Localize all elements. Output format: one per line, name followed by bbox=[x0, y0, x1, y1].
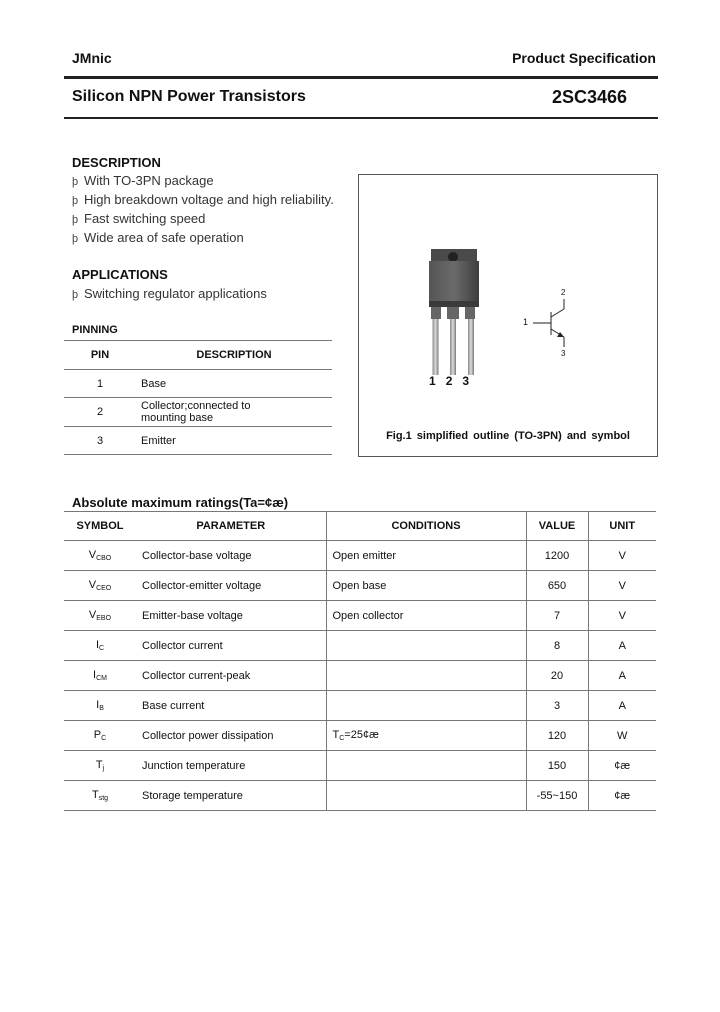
pin-description-column-header: DESCRIPTION bbox=[136, 341, 332, 370]
table-row: 1 Base bbox=[64, 370, 332, 398]
applications-heading: APPLICATIONS bbox=[72, 267, 168, 282]
description-heading: DESCRIPTION bbox=[72, 155, 161, 170]
symbol-column-header: SYMBOL bbox=[64, 512, 136, 541]
pinning-table bbox=[64, 340, 332, 455]
symbol-label-emitter: 3 bbox=[561, 349, 566, 358]
bullet-icon: þ bbox=[72, 214, 79, 226]
description-item: þ With TO-3PN package bbox=[72, 173, 214, 188]
figure-caption: Fig.1 simplified outline (TO-3PN) and symbol bbox=[386, 430, 630, 442]
part-number: 2SC3466 bbox=[552, 87, 628, 107]
pinning-heading: PINNING bbox=[72, 324, 118, 336]
to3pn-package-drawing bbox=[359, 175, 657, 415]
title-rule bbox=[64, 117, 658, 119]
table-row: 2 Collector;connected to mounting base bbox=[64, 398, 332, 427]
description-list bbox=[72, 173, 334, 249]
applications-item: þ Switching regulator applications bbox=[72, 286, 267, 301]
unit-column-header: UNIT bbox=[588, 512, 656, 541]
table-row: $I_B$ Base current 3 A bbox=[64, 691, 656, 721]
table-row: $I_{CM}$ Collector current-peak 20 A bbox=[64, 661, 656, 691]
package-figure bbox=[358, 174, 658, 457]
brand-name: JMnic bbox=[72, 50, 112, 66]
ratings-heading: Absolute maximum ratings(Ta=¢æ) bbox=[72, 495, 289, 510]
description-item: þ High breakdown voltage and high reliability. bbox=[72, 192, 334, 207]
parameter-column-header: PARAMETER bbox=[136, 512, 326, 541]
table-row: $P_C$ Collector power dissipation $T_C=25¢æ$ 120 W bbox=[64, 721, 656, 751]
table-row: $V_{EBO}$ Emitter-base voltage Open collector 7 V bbox=[64, 601, 656, 631]
table-row: $T_j$ Junction temperature 150 ¢æ bbox=[64, 751, 656, 781]
symbol-label-collector: 2 bbox=[561, 288, 566, 297]
table-row: $T_{stg}$ Storage temperature -55~150 ¢æ bbox=[64, 781, 656, 811]
package-pin-numbers: 1 2 3 bbox=[429, 374, 470, 388]
bullet-icon: þ bbox=[72, 195, 79, 207]
conditions-column-header: CONDITIONS bbox=[326, 512, 526, 541]
description-item: þ Wide area of safe operation bbox=[72, 230, 244, 245]
table-row: 3 Emitter bbox=[64, 427, 332, 455]
symbol-label-base: 1 bbox=[523, 317, 529, 327]
table-row: $V_{CBO}$ Collector-base voltage Open emitter 1200 V bbox=[64, 541, 656, 571]
table-row: $I_C$ Collector current 8 A bbox=[64, 631, 656, 661]
bullet-icon: þ bbox=[72, 233, 79, 245]
header-rule bbox=[64, 76, 658, 79]
doc-type: Product Specification bbox=[512, 50, 656, 66]
description-item: þ Fast switching speed bbox=[72, 211, 206, 226]
product-line-title: Silicon NPN Power Transistors bbox=[72, 88, 306, 105]
bullet-icon: þ bbox=[72, 289, 79, 301]
value-column-header: VALUE bbox=[526, 512, 588, 541]
bullet-icon: þ bbox=[72, 176, 79, 188]
table-row: $V_{CEO}$ Collector-emitter voltage Open base 650 V bbox=[64, 571, 656, 601]
ratings-table bbox=[64, 511, 656, 811]
pin-column-header: PIN bbox=[64, 341, 136, 370]
